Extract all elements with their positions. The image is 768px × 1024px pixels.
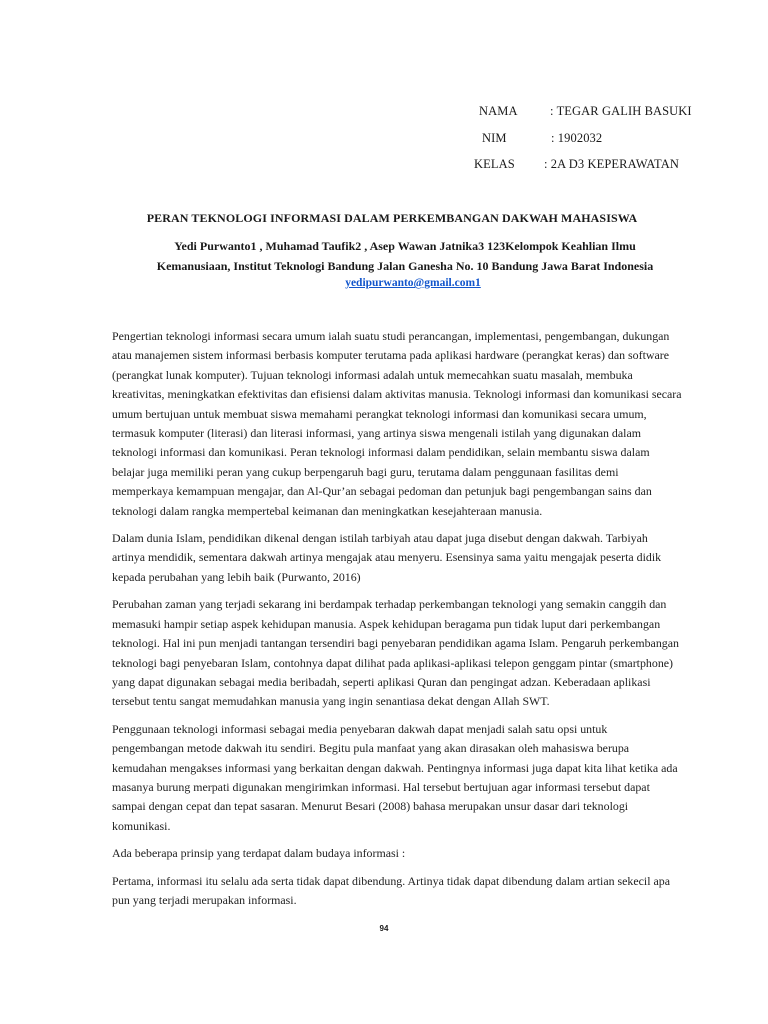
paragraph: Penggunaan teknologi informasi sebagai media penyebaran dakwah dapat menjadi salah satu opsi untuk pengembangan metode dakwah itu sendiri. Begitu pula manfaat yang akan dirasakan oleh mahasiswa berupa kemudahan mengakses informasi yang berkaitan dengan dakwah. Pentingnya informasi juga dapat kita lihat ketika ada masanya burung merpati digunakan mengirimkan informasi. Hal tersebut bertujuan agar informasi tersebut dapat sampai dengan cepat dan tepat sasaran. Menurut Besari (2008) bahasa merupakan unsur dasar dari teknologi komunikasi. xyxy=(112,721,678,833)
article-title: PERAN TEKNOLOGI INFORMASI DALAM PERKEMBANGAN DAKWAH MAHASISWA xyxy=(146,211,638,225)
nim-label: NIM xyxy=(482,131,507,145)
author-email-link[interactable]: yedipurwanto@gmail.com1 xyxy=(345,277,481,289)
author-block xyxy=(0,236,768,276)
nim-row xyxy=(482,131,603,146)
author-line-2: Kemanusiaan, Institut Teknologi Bandung Jalan Ganesha No. 10 Bandung Jawa Barat Indonesia xyxy=(156,259,654,273)
author-line-1: Yedi Purwanto1 , Muhamad Taufik2 , Asep Wawan Jatnika3 123Kelompok Keahlian Ilmu xyxy=(174,239,636,253)
name-label: NAMA xyxy=(479,104,518,118)
paragraph: Pertama, informasi itu selalu ada serta tidak dapat dibendung. Artinya tidak dapat dibendung dalam artian sekecil apa pun yang terjadi merupakan informasi. xyxy=(112,873,671,907)
class-label: KELAS xyxy=(474,157,515,171)
class-value: : 2A D3 KEPERAWATAN xyxy=(544,157,679,171)
paragraph: Ada beberapa prinsip yang terdapat dalam budaya informasi : xyxy=(112,846,406,861)
name-row xyxy=(479,104,692,119)
class-row xyxy=(474,157,679,172)
paragraph: Dalam dunia Islam, pendidikan dikenal dengan istilah tarbiyah atau dapat juga disebut dengan dakwah. Tarbiyah artinya mendidik, sementara dakwah artinya mengajak atau menyeru. Esensinya sama yaitu mengajak peserta didik kepada perubahan yang lebih baik (Purwanto, 2016) xyxy=(112,531,662,584)
paragraph: Pengertian teknologi informasi secara umum ialah suatu studi perancangan, implementasi, pengembangan, dukungan atau manajemen sistem informasi berbasis komputer terutama pada aplikasi hardware (perangkat keras) dan software (perangkat lunak komputer). Tujuan teknologi informasi adalah untuk memecahkan suatu masalah, membuka kreativitas, meningkatkan efektivitas dan efisiensi dalam aktivitas manusia. Teknologi informasi dan komunikasi secara umum bertujuan untuk membuat siswa memahami perangkat teknologi informasi dan komunikasi secara umum, termasuk komputer (literasi) dan literasi informasi, yang artinya siswa mengenali istilah yang digunakan dalam teknologi informasi dan komunikasi. Peran teknologi informasi dalam pendidikan, selain membantu siswa dalam belajar juga memiliki peran yang cukup berpengaruh bagi guru, terutama dalam penggunaan fasilitas demi memperkaya kemampuan mengajar, dan Al-Qur’an sebagai pedoman dan petunjuk bagi pengembangan sains dan teknologi dalam rangka mempertebal keimanan dan meningkatkan kesejahteraan manusia. xyxy=(112,329,682,518)
nim-value: : 1902032 xyxy=(551,131,603,145)
article-body xyxy=(112,327,682,918)
name-value: : TEGAR GALIH BASUKI xyxy=(550,104,692,118)
page-number: 94 xyxy=(379,924,389,933)
paragraph: Perubahan zaman yang terjadi sekarang ini berdampak terhadap perkembangan teknologi yang semakin canggih dan memasuki hampir setiap aspek kehidupan manusia. Aspek kehidupan beragama pun tidak luput dari perkembangan teknologi. Hal ini pun menjadi tantangan tersendiri bagi penyebaran pendidikan agama Islam. Pengaruh perkembangan teknologi bagi penyebaran Islam, contohnya dapat dilihat pada aplikasi-aplikasi telepon genggam pintar (smartphone) yang dapat digunakan sebagai media beribadah, seperti aplikasi Quran dan pengingat adzan. Keberadaan aplikasi tersebut tentu sangat memudahkan manusia yang ingin senantiasa dekat dengan Allah SWT. xyxy=(112,597,679,709)
